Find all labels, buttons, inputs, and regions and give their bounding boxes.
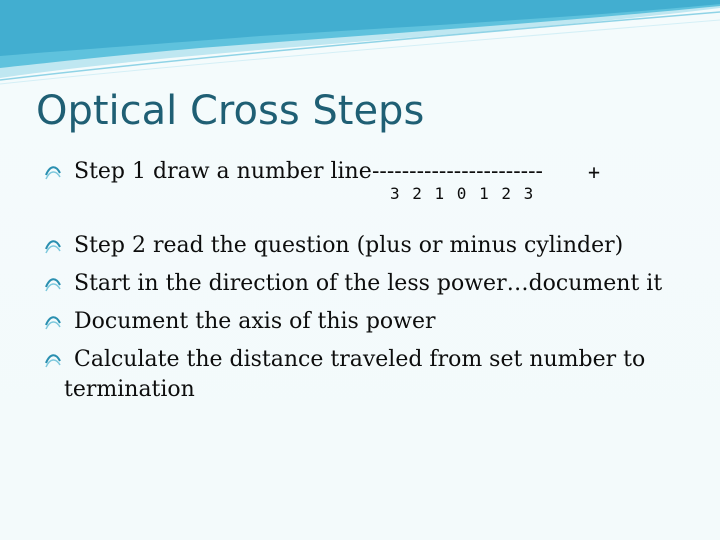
bullet-text: Document the axis of this power bbox=[74, 309, 436, 334]
wave-bullet-icon bbox=[44, 233, 62, 257]
bullet-text: Start in the direction of the less power…document it bbox=[74, 271, 663, 296]
bullet-item bbox=[44, 307, 436, 337]
bullet-item bbox=[44, 269, 662, 299]
number-line-plus: + bbox=[588, 160, 601, 184]
number-line-dashes: ----------------------- bbox=[372, 159, 543, 184]
wave-bullet-icon bbox=[44, 347, 62, 371]
slide-title: Optical Cross Steps bbox=[36, 88, 425, 134]
bullet-item bbox=[44, 345, 645, 375]
wave-bullet-icon bbox=[44, 159, 62, 183]
header-wave-decoration bbox=[0, 0, 720, 90]
bullet-item bbox=[44, 157, 372, 187]
bullet-item bbox=[44, 231, 623, 261]
bullet-text: Step 1 draw a number line bbox=[74, 159, 372, 184]
bullet-continuation: termination bbox=[64, 377, 195, 402]
bullet-text: Step 2 read the question (plus or minus cylinder) bbox=[74, 233, 624, 258]
number-line-numbers: 3 2 1 0 1 2 3 bbox=[390, 184, 534, 203]
bullet-text: Calculate the distance traveled from set number to bbox=[74, 347, 646, 372]
wave-bullet-icon bbox=[44, 309, 62, 333]
wave-bullet-icon bbox=[44, 271, 62, 295]
